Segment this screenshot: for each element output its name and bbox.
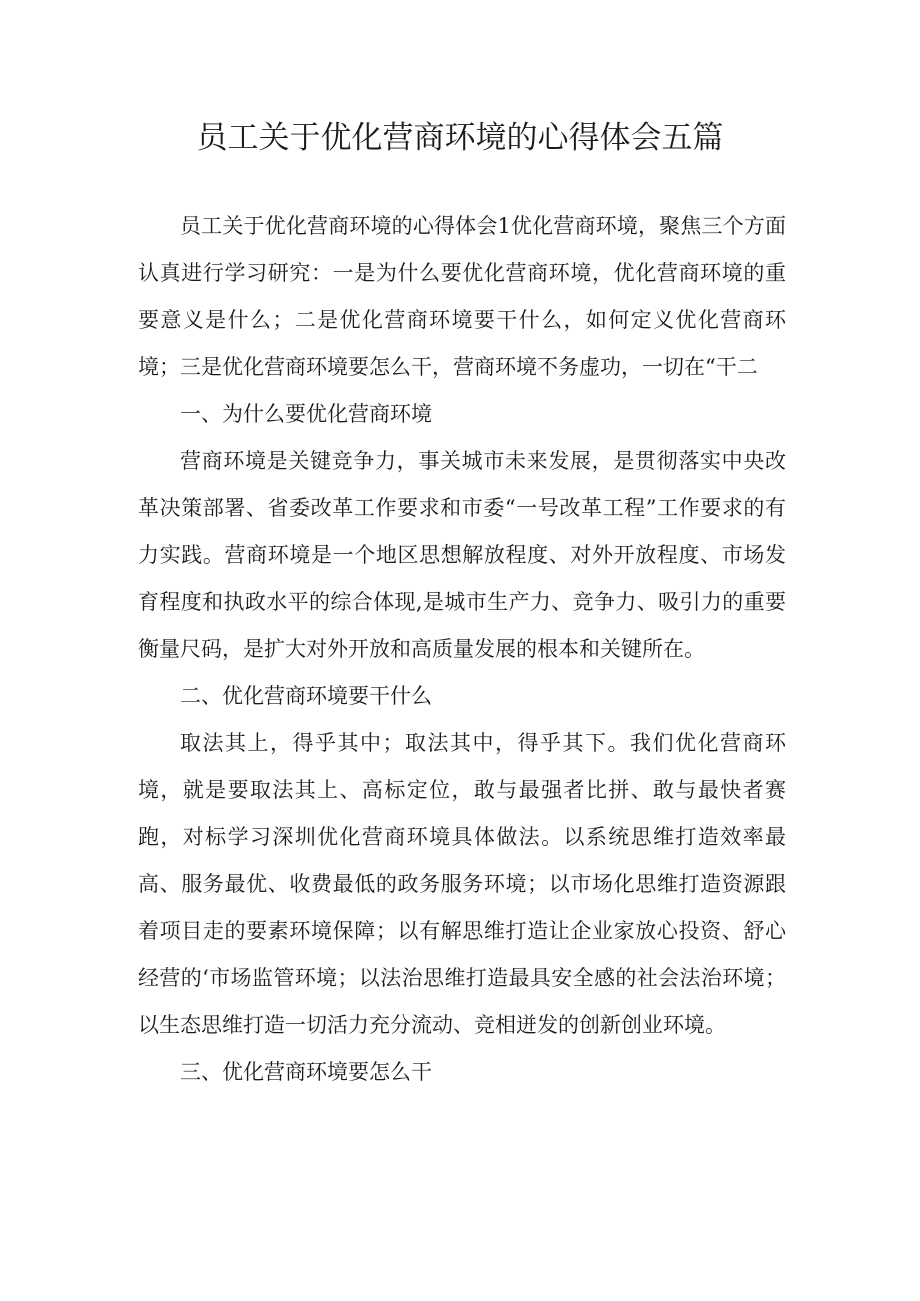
paragraph-section-2: 取法其上，得乎其中；取法其中，得乎其下。我们优化营商环境，就是要取法其上、高标定位，敢与最强者比拼、敢与最快者赛跑，对标学习深圳优化营商环境具体做法。以系统思维打造效率最高、服务最优、收费最低的政务服务环境；以市场化思维打造资源跟着项目走的要素环境保障；以有解思维打造让企业家放心投资、舒心经营的‘市场监管环境；以法治思维打造最具安全感的社会法治环境；以生态思维打造一切活力充分流动、竞相迸发的创新创业环境。: [138, 731, 786, 1037]
section-heading-2: 二、优化营商环境要干什么: [180, 684, 432, 708]
paragraph-section-1: 营商环境是关键竞争力，事关城市未来发展，是贯彻落实中央改革决策部署、省委改革工作要求和市委“一号改革工程”工作要求的有力实践。营商环境是一个地区思想解放程度、对外开放程度、市场发育程度和执政水平的综合体现,是城市生产力、竞争力、吸引力的重要衡量尺码，是扩大对外开放和高质量发展的根本和关键所在。: [138, 449, 786, 661]
section-heading-1: 一、为什么要优化营商环境: [180, 402, 432, 426]
document-title: 员工关于优化营商环境的心得体会五篇: [196, 120, 724, 156]
document-body: [138, 203, 786, 1096]
section-heading-3: 三、优化营商环境要怎么干: [180, 1060, 432, 1084]
paragraph-intro: 员工关于优化营商环境的心得体会1优化营商环境，聚焦三个方面认真进行学习研究：一是为什么要优化营商环境，优化营商环境的重要意义是什么；二是优化营商环境要干什么，如何定义优化营商环境；三是优化营商环境要怎么干，营商环境不务虚功，一切在“干二: [138, 214, 786, 379]
